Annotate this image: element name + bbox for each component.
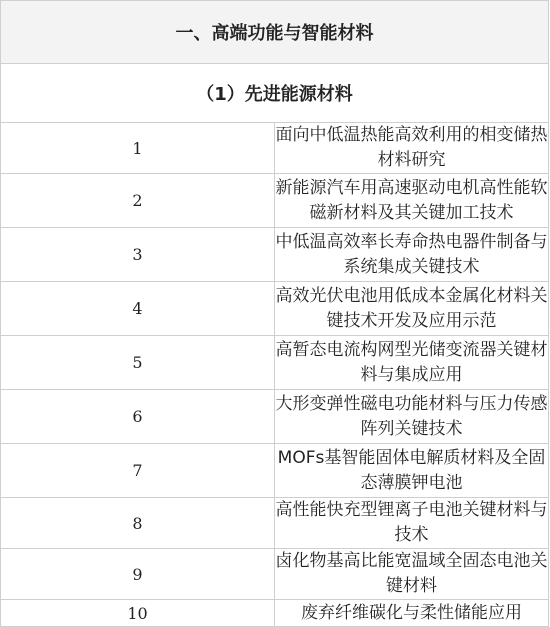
row-title: 废弃纤维碳化与柔性储能应用 [275,600,549,627]
row-number: 10 [1,600,275,627]
row-title: 面向中低温热能高效利用的相变储热材料研究 [275,123,549,174]
table-row [1,549,549,600]
row-number: 1 [1,123,275,174]
table-row [1,390,549,444]
row-number: 5 [1,336,275,390]
row-title: 高效光伏电池用低成本金属化材料关键技术开发及应用示范 [275,282,549,336]
row-title: 大形变弹性磁电功能材料与压力传感阵列关键技术 [275,390,549,444]
row-title: 中低温高效率长寿命热电器件制备与系统集成关键技术 [275,228,549,282]
section-title-row [1,1,549,64]
table-row [1,228,549,282]
table-row [1,498,549,549]
table-row [1,123,549,174]
row-number: 9 [1,549,275,600]
row-title: 新能源汽车用高速驱动电机高性能软磁新材料及其关键加工技术 [275,174,549,228]
row-number: 3 [1,228,275,282]
section-title: 一、高端功能与智能材料 [1,1,549,64]
row-title: 高性能快充型锂离子电池关键材料与技术 [275,498,549,549]
row-number: 4 [1,282,275,336]
row-title: MOFs基智能固体电解质材料及全固态薄膜钾电池 [275,444,549,498]
row-title: 高暂态电流构网型光储变流器关键材料与集成应用 [275,336,549,390]
table-row [1,336,549,390]
subsection-title: （1）先进能源材料 [1,64,549,123]
row-title: 卤化物基高比能宽温域全固态电池关键材料 [275,549,549,600]
row-number: 7 [1,444,275,498]
row-number: 2 [1,174,275,228]
table-row [1,282,549,336]
subsection-title-row [1,64,549,123]
table-row [1,174,549,228]
row-number: 8 [1,498,275,549]
row-number: 6 [1,390,275,444]
table-row [1,600,549,627]
table-row [1,444,549,498]
